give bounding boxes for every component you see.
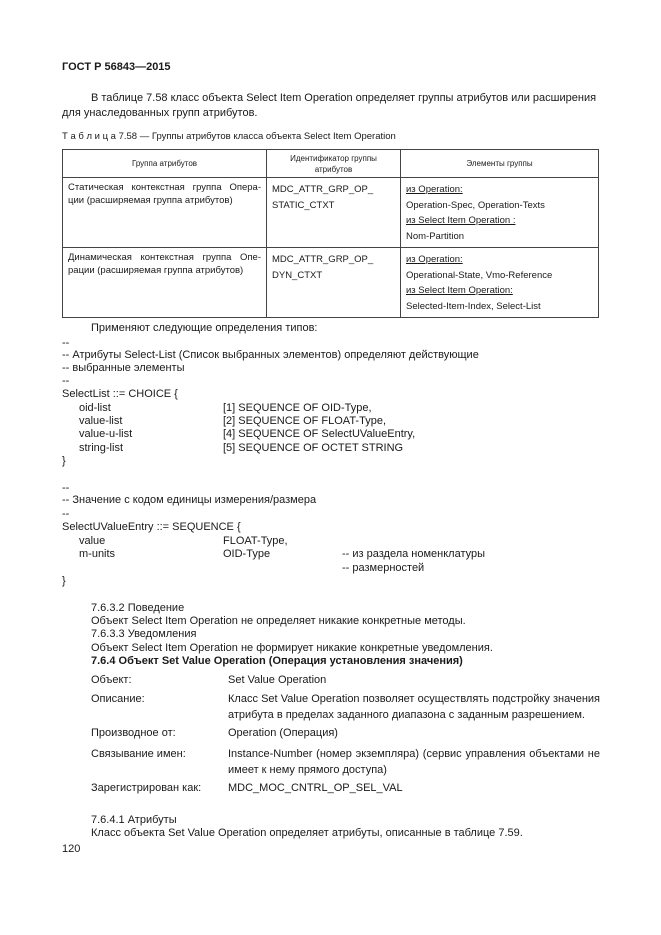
code-line: -- (62, 482, 70, 494)
code-field-name: m-units (79, 548, 116, 560)
prop-value: Класс Set Value Operation позволяет осуществлять подстройку значения атрибута в пределах заданного диапазона с заданным разрешением. (228, 693, 600, 721)
code-line: -- Значение с кодом единицы измерения/размера (62, 494, 317, 506)
code-field-name: value (79, 535, 106, 547)
group-text: Динамическая контекстная группа Опе-рации (расширяемая группа атрибутов) (68, 252, 261, 276)
id-text: STATIC_CTXT (272, 199, 335, 211)
code-field-type: [1] SEQUENCE OF OID-Type, (223, 402, 372, 414)
prop-label: Производное от: (91, 727, 176, 739)
section-text: Класс объекта Set Value Operation определяет атрибуты, описанные в таблице 7.59. (91, 827, 523, 839)
element-list: Operation-Spec, Operation-Texts (406, 199, 545, 211)
prop-value: Operation (Операция) (228, 727, 338, 739)
group-cell (63, 248, 267, 318)
id-cell (267, 178, 401, 248)
code-line: -- выбранные элементы (62, 362, 185, 374)
section-title: 7.6.4.1 Атрибуты (91, 814, 177, 826)
prop-value: Instance-Number (номер экземпляра) (сервис управления объектами не имеет к нему прямого доступа) (228, 748, 600, 776)
types-intro: Применяют следующие определения типов: (91, 322, 318, 334)
document-header: ГОСТ Р 56843—2015 (62, 61, 171, 73)
code-line: -- (62, 337, 70, 349)
section-heading: 7.6.4 Объект Set Value Operation (Операция установления значения) (91, 655, 463, 667)
element-source: из Select Item Operation : (406, 215, 516, 226)
group-text: Статическая контекстная группа Опера-ции (расширяемая группа атрибутов) (68, 182, 261, 206)
prop-label: Зарегистрирован как: (91, 782, 202, 794)
table-caption: Т а б л и ц а 7.58 — Группы атрибутов класса объекта Select Item Operation (62, 131, 396, 142)
elements-cell (401, 178, 599, 248)
code-comment: -- из раздела номенклатуры (342, 548, 486, 560)
prop-label: Связывание имен: (91, 748, 186, 760)
element-source: из Operation: (406, 184, 463, 195)
prop-label: Объект: (91, 674, 132, 686)
table-row (63, 248, 599, 318)
code-field-type: FLOAT-Type, (223, 535, 288, 547)
code-line: } (62, 455, 66, 467)
section-text: Объект Select Item Operation не формирует никакие конкретные уведомления. (91, 642, 493, 654)
element-list: Selected-Item-Index, Select-List (406, 300, 541, 312)
code-line: } (62, 575, 66, 587)
column-header: Группа атрибутов (63, 150, 267, 178)
element-source: из Select Item Operation: (406, 285, 513, 296)
prop-value: Set Value Operation (228, 674, 327, 686)
section-title: 7.6.3.2 Поведение (91, 602, 185, 614)
section-text: Объект Select Item Operation не определяет никакие конкретные методы. (91, 615, 466, 627)
element-list: Operational-State, Vmo-Reference (406, 269, 553, 281)
attribute-groups-table (62, 149, 599, 318)
code-field-name: value-list (79, 415, 123, 427)
id-cell (267, 248, 401, 318)
code-field-type: [5] SEQUENCE OF OCTET STRING (223, 442, 404, 454)
page-number: 120 (62, 843, 81, 855)
section-title: 7.6.3.3 Уведомления (91, 628, 197, 640)
code-line: SelectList ::= CHOICE { (62, 388, 178, 400)
code-field-type: [2] SEQUENCE OF FLOAT-Type, (223, 415, 387, 427)
prop-value: MDC_MOC_CNTRL_OP_SEL_VAL (228, 782, 403, 794)
code-field-name: value-u-list (79, 428, 133, 440)
id-text: DYN_CTXT (272, 269, 323, 281)
code-line: SelectUValueEntry ::= SEQUENCE { (62, 521, 241, 533)
code-field-type: OID-Type (223, 548, 271, 560)
table-header-row (63, 150, 599, 178)
id-text: MDC_ATTR_GRP_OP_ (272, 254, 374, 265)
element-list: Nom-Partition (406, 230, 465, 242)
element-source: из Operation: (406, 254, 463, 265)
elements-cell (401, 248, 599, 318)
code-comment: -- размерностей (342, 562, 425, 574)
code-field-name: string-list (79, 442, 124, 454)
column-header: Элементы группы (401, 150, 599, 178)
code-line: -- (62, 508, 70, 520)
group-cell (63, 178, 267, 248)
code-field-name: oid-list (79, 402, 111, 414)
code-line: -- (62, 375, 70, 387)
code-field-type: [4] SEQUENCE OF SelectUValueEntry, (223, 428, 416, 440)
id-text: MDC_ATTR_GRP_OP_ (272, 184, 374, 195)
code-line: -- Атрибуты Select-List (Список выбранных элементов) определяют действующие (62, 349, 479, 361)
intro-paragraph: В таблице 7.58 класс объекта Select Item Operation определяет группы атрибутов или расширения для унаследованных групп атрибутов. (62, 92, 597, 119)
prop-label: Описание: (91, 693, 145, 705)
column-header: Идентификатор группы атрибутов (267, 150, 401, 178)
table-row (63, 178, 599, 248)
